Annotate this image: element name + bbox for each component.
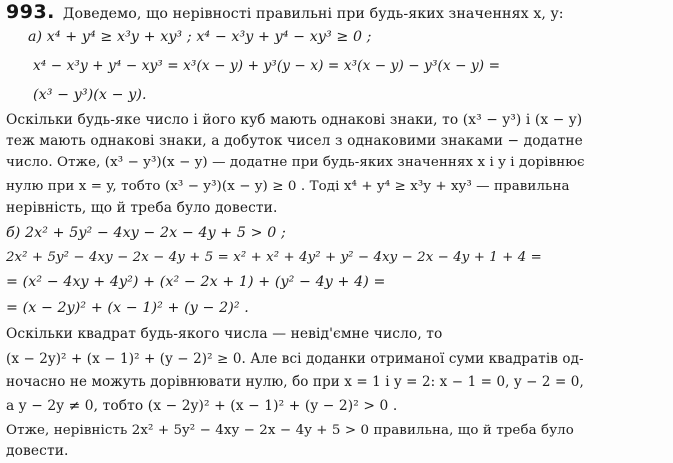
part-b-explanation-3: ночасно не можуть дорівнювати нулю, бо при x = 1 і y = 2: x − 1 = 0, y − 2 = 0, [6,374,584,390]
part-b-explanation-6: довести. [6,443,69,459]
part-b-explanation-1: Оскільки квадрат будь-якого числа — невід'ємне число, то [6,326,443,342]
problem-number: 993. [6,1,55,23]
part-a-explanation-3: число. Отже, (x³ − y³)(x − y) — додатне при будь-яких значеннях x і y і дорівнює [6,155,585,170]
part-a-explanation-2: теж мають однакові знаки, а добуток чисел з однаковими знаками − додатне [6,133,583,149]
part-b-transform-2: = (x² − 4xy + 4y²) + (x² − 2x + 1) + (y² − 4y + 4) = [6,274,386,290]
part-b-transform-1: 2x² + 5y² − 4xy − 2x − 4y + 5 = x² + x² + 4y² + y² − 4xy − 2x − 4y + 1 + 4 = [6,250,542,265]
part-a-explanation-1: Оскільки будь-яке число і його куб мають однакові знаки, то (x³ − y³) і (x − y) [6,112,583,128]
part-b-statement: б) 2x² + 5y² − 4xy − 2x − 4y + 5 > 0 ; [6,225,286,241]
problem-header [6,3,564,23]
part-a-transform-1: x⁴ − x³y + y⁴ − xy³ = x³(x − y) + y³(y − x) = x³(x − y) − y³(x − y) = [33,58,501,74]
part-a-explanation-5: нерівність, що й треба було довести. [6,200,278,216]
part-a-explanation-4: нулю при x = y, тобто (x³ − y³)(x − y) ≥ 0 . Тоді x⁴ + y⁴ ≥ x³y + xy³ — правильна [6,179,570,194]
part-a-statement: а) x⁴ + y⁴ ≥ x³y + xy³ ; x⁴ − x³y + y⁴ − xy³ ≥ 0 ; [28,29,372,45]
part-b-explanation-2: (x − 2y)² + (x − 1)² + (y − 2)² ≥ 0. Але всі доданки отриманої суми квадратів од- [6,351,584,367]
part-a-transform-2: (x³ − y³)(x − y). [33,87,147,103]
part-b-transform-3: = (x − 2y)² + (x − 1)² + (y − 2)² . [6,300,249,316]
problem-intro: Доведемо, що нерівності правильні при будь-яких значеннях x, y: [62,6,564,22]
part-b-explanation-4: а y − 2y ≠ 0, тобто (x − 2y)² + (x − 1)² + (y − 2)² > 0 . [6,398,398,414]
part-b-explanation-5: Отже, нерівність 2x² + 5y² − 4xy − 2x − 4y + 5 > 0 правильна, що й треба було [6,423,574,438]
